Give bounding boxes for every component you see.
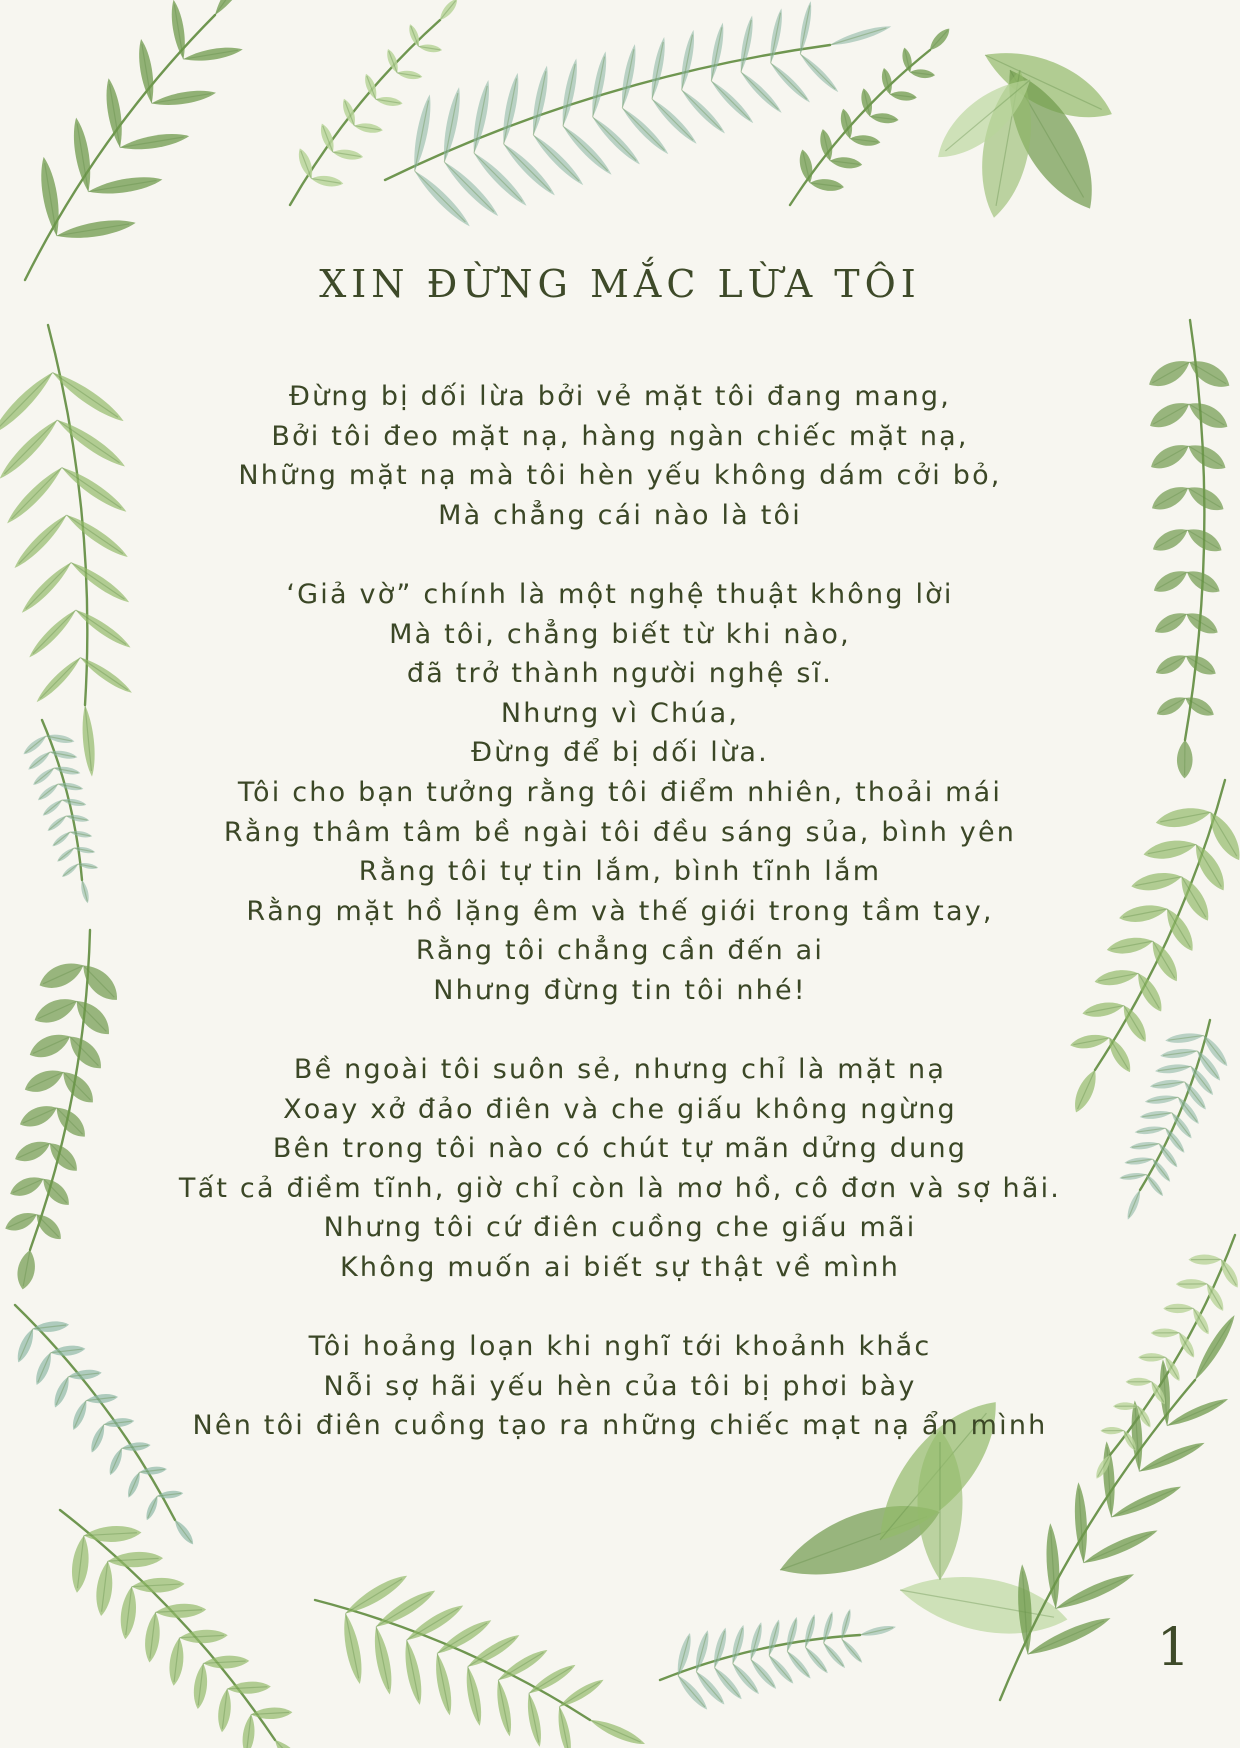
leaf-vein: [1056, 1577, 1128, 1609]
leaf-vein: [468, 1638, 515, 1667]
poem-line: Bên trong tôi nào có chút tự mãn dửng dung: [272, 1133, 968, 1165]
poem-line: đã trở thành người nghệ sĩ.: [406, 658, 834, 690]
leaf-vein: [346, 1579, 403, 1614]
stanza: [0, 575, 1240, 1011]
poem-line: Không muốn ai biết sự thật về mình: [339, 1252, 901, 1284]
leaf-shape: [555, 1706, 574, 1748]
leaf-vein: [741, 72, 778, 110]
leaf-vein: [498, 1652, 543, 1680]
leaf-vein: [805, 1647, 826, 1671]
leaf-vein: [751, 1660, 774, 1687]
poem-line: Nỗi sợ hãi yếu hèn của tôi bị phơi bày: [323, 1370, 917, 1402]
poem-line: Nhưng tôi cứ điên cuồng che giấu mãi: [323, 1212, 917, 1244]
leaf-shape: [210, 0, 259, 18]
poem-line: Tôi hoảng loạn khi nghĩ tới khoảnh khắc: [308, 1331, 932, 1363]
leaf-vein: [824, 1643, 844, 1666]
leaf-vein: [622, 108, 664, 150]
leaf-vein: [407, 1608, 459, 1640]
poem-line: Những mặt nạ mà tôi hèn yếu không dám cởi bỏ,: [238, 460, 1002, 492]
poem-line: Tất cả điềm tĩnh, giờ chỉ còn là mơ hồ, cô đơn và sợ hãi.: [178, 1172, 1062, 1204]
leaf-vein: [1084, 1533, 1152, 1563]
poem-line: Xoay xở đảo điên và che giấu không ngừng: [283, 1093, 957, 1125]
leaf-vein: [682, 90, 722, 130]
leaf-vein: [652, 99, 693, 140]
leaf-vein: [590, 1720, 641, 1742]
poem-line: Rằng tôi chẳng cần đến ai: [415, 935, 825, 967]
poem-line: Rằng mặt hồ lặng êm và thế giới trong tầm tay,: [246, 895, 994, 927]
leaf-vein: [533, 135, 579, 181]
poem-line: Mà chẳng cái nào là tôi: [438, 499, 802, 531]
leaf-vein: [529, 1667, 572, 1693]
poem-line: Bởi tôi đeo mặt nạ, hàng ngàn chiếc mặt nạ,: [271, 420, 969, 452]
poem-line: ‘Giả vờ” chính là một nghệ thuật không lời: [286, 578, 954, 610]
leaf-vein: [830, 28, 886, 45]
leaf-vein: [437, 1623, 487, 1653]
poem-line: Mà tôi, chẳng biết từ khi nào,: [389, 618, 851, 650]
poem-line: Rằng tôi tự tin lắm, bình tĩnh lắm: [358, 856, 882, 888]
stanza: [0, 377, 1240, 535]
poem-title: XIN ĐỪNG MẮC LỪA TÔI: [319, 262, 921, 306]
leaf-vein: [733, 1664, 757, 1692]
poem-line: Đừng để bị dối lừa.: [471, 737, 769, 769]
leaf-vein: [771, 63, 807, 99]
leaf-vein: [593, 117, 636, 161]
leaf-vein: [563, 126, 608, 171]
stanza: [0, 1050, 1240, 1288]
poem-line: Đừng bị dối lừa bởi vẻ mặt tôi đang mang,: [288, 381, 952, 412]
poem-body: [0, 377, 1240, 1486]
leaf-vein: [711, 81, 750, 120]
leaf-vein: [787, 1651, 808, 1676]
leaf-vein: [440, 1, 456, 20]
branch-stem: [60, 1510, 275, 1740]
leaf-vein: [376, 1593, 430, 1626]
branch-stem: [290, 20, 440, 205]
poem-line: Rằng thâm tâm bề ngài tôi đều sáng sủa, bình yên: [223, 816, 1017, 848]
branch-stem: [790, 50, 930, 205]
leaf-vein: [1111, 1489, 1175, 1517]
leaf-vein: [800, 54, 835, 89]
stanza: [0, 1327, 1240, 1446]
poem-line: Nên tôi điên cuồng tạo ra những chiếc mạt nạ ẩn mình: [192, 1410, 1048, 1442]
leaf-vein: [769, 1655, 791, 1681]
page-number: 1: [1156, 1618, 1190, 1678]
poem-line: Tôi cho bạn tưởng rằng tôi điểm nhiên, thoải mái: [237, 776, 1003, 808]
leaf-vein: [842, 1639, 861, 1661]
leaf-vein: [175, 1520, 192, 1542]
poem-line: Bề ngoài tôi suôn sẻ, nhưng chỉ là mặt nạ: [293, 1054, 947, 1086]
leaf-vein: [559, 1682, 600, 1707]
poem-line: Nhưng vì Chúa,: [500, 697, 740, 729]
poem-line: Nhưng đừng tin tôi nhé!: [433, 974, 807, 1006]
